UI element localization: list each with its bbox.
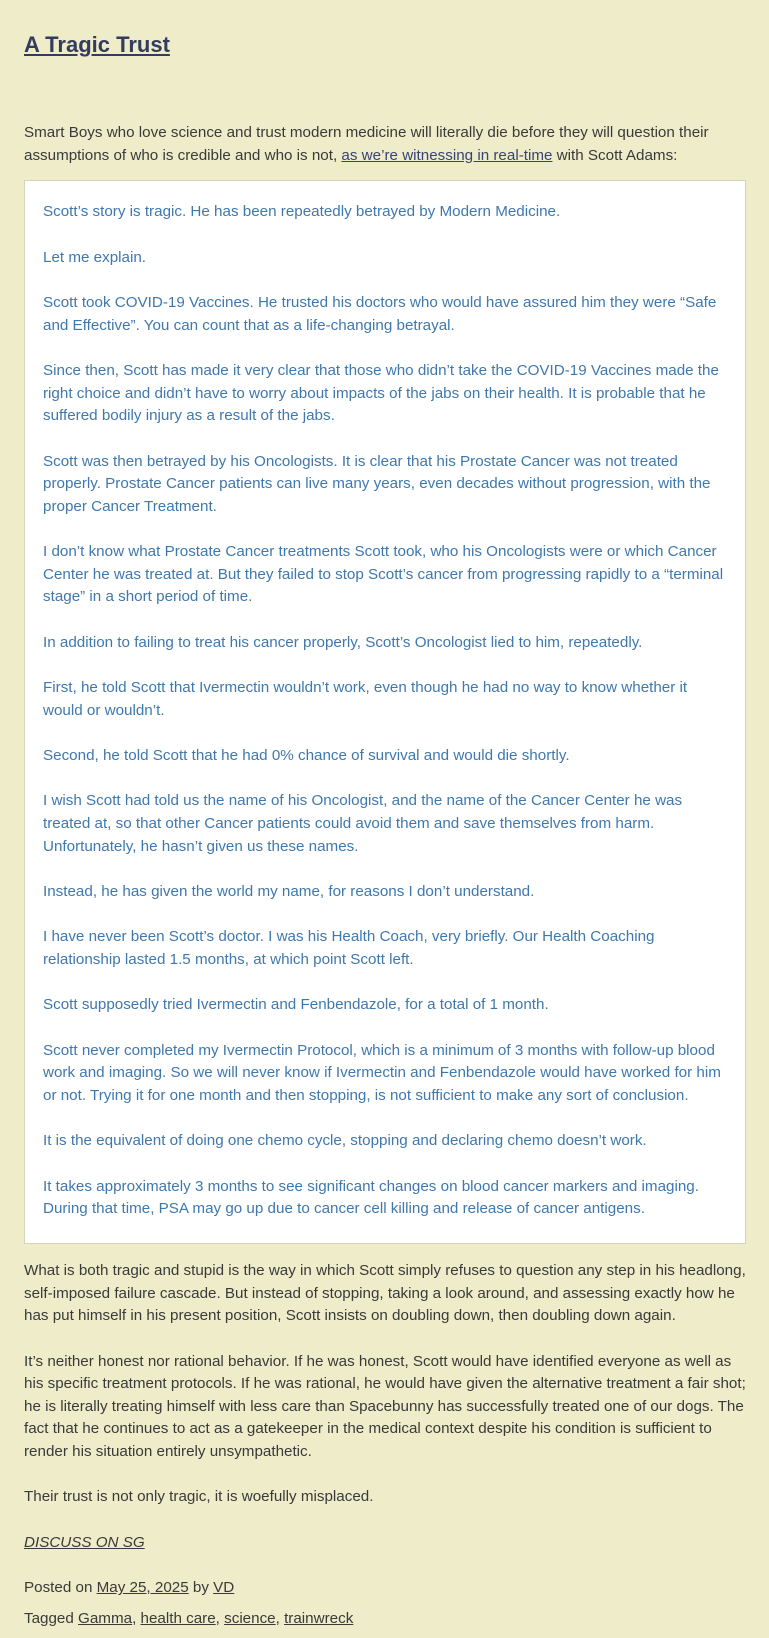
quote-paragraph: First, he told Scott that Ivermectin wouldn’t work, even though he had no way to know whether it would or wouldn’t. xyxy=(43,679,688,719)
tagged-label: Tagged xyxy=(24,1609,79,1627)
tag-separator: , xyxy=(215,1609,225,1627)
intro-text-after: with Scott Adams: xyxy=(552,146,678,164)
quote-paragraph: Scott was then betrayed by his Oncologists. It is clear that his Prostate Cancer was not treated properly. Prostate Cancer patients can live many years, even decades without progression, with the proper Cancer Treatment. xyxy=(43,452,711,515)
tag-link-gamma[interactable]: Gamma xyxy=(78,1609,133,1627)
quote-paragraph: I wish Scott had told us the name of his Oncologist, and the name of the Cancer Center he was treated at, so that other Cancer patients could avoid them and save themselves from harm. Unfortunately, he hasn’t given us these names. xyxy=(43,792,683,855)
post-date-link[interactable]: May 25, 2025 xyxy=(96,1579,189,1597)
by-label: by xyxy=(188,1579,214,1597)
quote-paragraph: Instead, he has given the world my name, for reasons I don’t understand. xyxy=(43,883,535,901)
quote-paragraph: Let me explain. xyxy=(43,248,146,266)
quote-paragraph: It is the equivalent of doing one chemo cycle, stopping and declaring chemo doesn’t work. xyxy=(43,1132,647,1150)
tag-separator: , xyxy=(275,1609,285,1627)
tag-separator: , xyxy=(132,1609,141,1627)
quote-paragraph: Scott took COVID-19 Vaccines. He trusted his doctors who would have assured him they were “Safe and Effective”. You can count that as a life-changing betrayal. xyxy=(43,293,717,334)
quote-paragraph: Second, he told Scott that he had 0% chance of survival and would die shortly. xyxy=(43,747,570,765)
blog-post xyxy=(24,0,746,1630)
discuss-on-sg-link[interactable]: DISCUSS ON SG xyxy=(24,1533,145,1551)
post-meta-tags xyxy=(24,1608,746,1631)
quote-paragraph: Scott supposedly tried Ivermectin and Fenbendazole, for a total of 1 month. xyxy=(43,996,549,1014)
intro-paragraph xyxy=(24,122,746,167)
quote-paragraph: In addition to failing to treat his cancer properly, Scott’s Oncologist lied to him, repeatedly. xyxy=(43,633,643,651)
post-body xyxy=(24,1260,746,1554)
tag-link-science[interactable]: science xyxy=(224,1609,276,1627)
intro-text-before: Smart Boys who love science and trust modern medicine will literally die before they will question their assumptions of who is credible and who is not, xyxy=(24,124,709,164)
quoted-statement xyxy=(24,180,746,1244)
tag-link-health-care[interactable]: health care xyxy=(140,1609,216,1627)
real-time-link[interactable]: as we’re witnessing in real-time xyxy=(341,146,553,164)
tag-link-trainwreck[interactable]: trainwreck xyxy=(284,1609,354,1627)
discuss-paragraph xyxy=(24,1532,746,1555)
author-link[interactable]: VD xyxy=(213,1579,235,1597)
post-title-link[interactable]: A Tragic Trust xyxy=(24,32,170,57)
posted-on-label: Posted on xyxy=(24,1579,97,1597)
quote-paragraph: I don’t know what Prostate Cancer treatments Scott took, who his Oncologists were or which Cancer Center he was treated at. But they failed to stop Scott’s cancer from progressing rapidly to a “terminal stage” in a short period of time. xyxy=(43,543,724,606)
body-paragraph: It’s neither honest nor rational behavior. If he was honest, Scott would have identified everyone as well as his specific treatment protocols. If he was rational, he would have given the alternative treatment a fair shot; he is literally treating himself with less care than Spacebunny has successfully treated one of our dogs. The fact that he continues to act as a gatekeeper in the medical context despite his condition is sufficient to render his situation entirely unsympathetic. xyxy=(24,1352,746,1460)
quote-paragraph: It takes approximately 3 months to see significant changes on blood cancer markers and imaging. During that time, PSA may go up due to cancer cell killing and release of cancer antigens. xyxy=(43,1177,699,1218)
body-paragraph: Their trust is not only tragic, it is woefully misplaced. xyxy=(24,1488,374,1506)
post-meta-posted xyxy=(24,1577,746,1600)
quote-paragraph: Scott never completed my Ivermectin Protocol, which is a minimum of 3 months with follow-up blood work and imaging. So we will never know if Ivermectin and Fenbendazole would have worked for him or not. Trying it for one month and then stopping, is not sufficient to make any sort of conclusion. xyxy=(43,1041,721,1104)
quote-paragraph: Scott’s story is tragic. He has been repeatedly betrayed by Modern Medicine. xyxy=(43,203,561,221)
quote-paragraph: Since then, Scott has made it very clear that those who didn’t take the COVID-19 Vaccines made the right choice and didn’t have to worry about impacts of the jabs on their health. It is probable that he suffered bodily injury as a result of the jabs. xyxy=(43,361,719,425)
quote-paragraph: I have never been Scott’s doctor. I was his Health Coach, very briefly. Our Health Coaching relationship lasted 1.5 months, at which point Scott left. xyxy=(43,928,655,969)
body-paragraph: What is both tragic and stupid is the way in which Scott simply refuses to question any step in his headlong, self-imposed failure cascade. But instead of stopping, taking a look around, and assessing exactly how he has put himself in his present position, Scott insists on doubling down, then doubling down again. xyxy=(24,1261,746,1325)
post-title xyxy=(24,29,746,61)
